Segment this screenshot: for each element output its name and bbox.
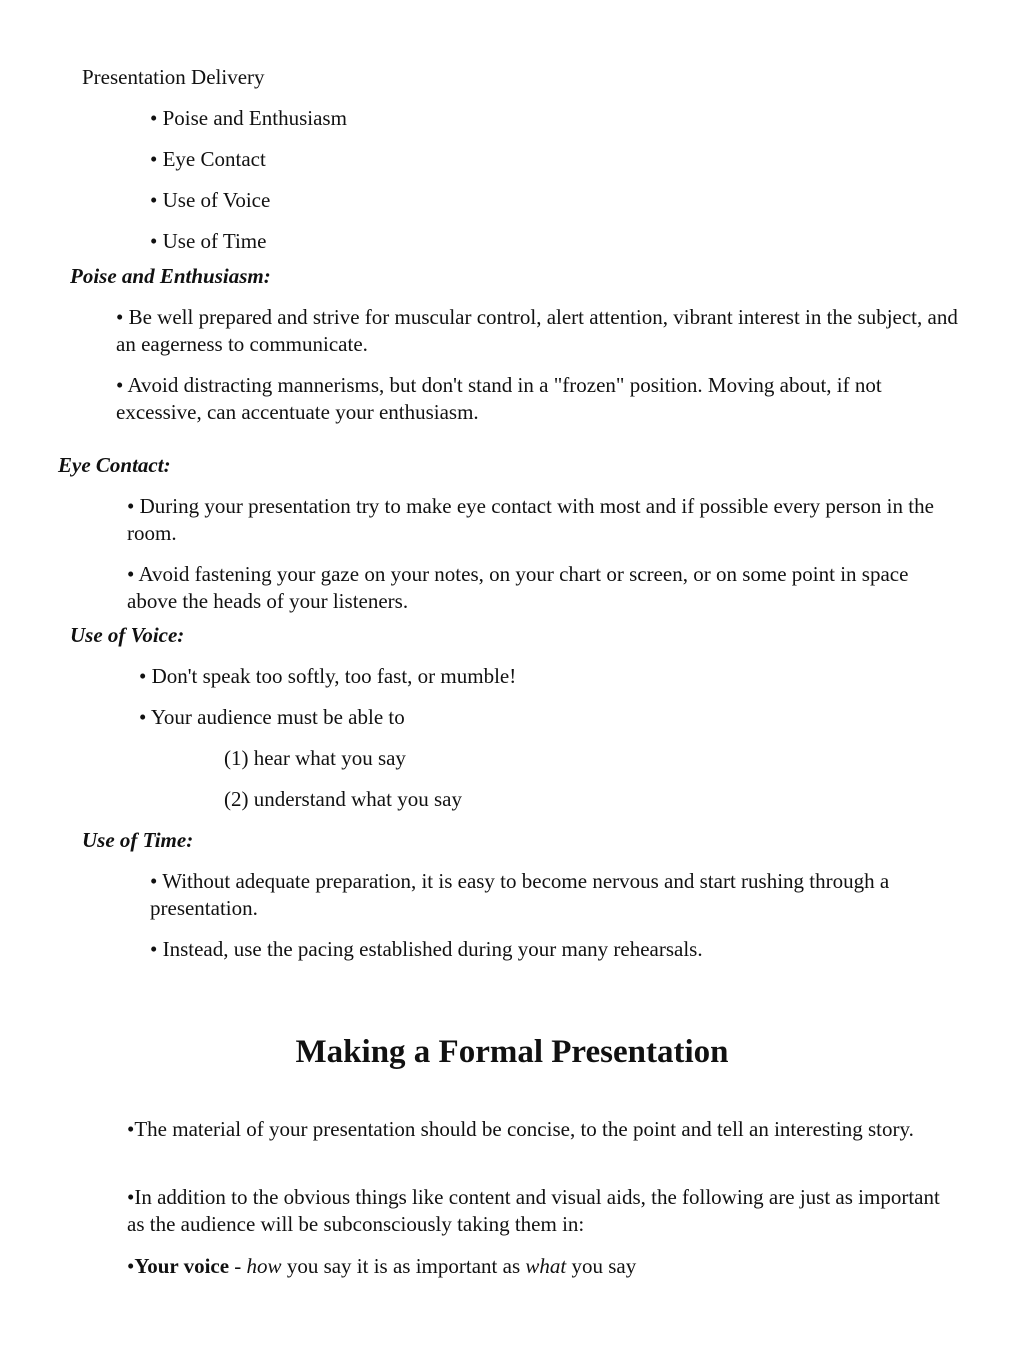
emphasis-how: how xyxy=(246,1254,282,1278)
emphasis-what: what xyxy=(525,1254,567,1278)
time-point-1: • Without adequate preparation, it is easy to become nervous and start rushing through a presentation. xyxy=(150,869,890,920)
formal-paragraph-1: •The material of your presentation should be concise, to the point and tell an interesting story. xyxy=(127,1117,914,1141)
voice-subpoint-1: (1) hear what you say xyxy=(224,746,406,770)
time-point-2: • Instead, use the pacing established during your many rehearsals. xyxy=(150,937,703,961)
sentence-middle: you say it is as important as xyxy=(281,1254,526,1278)
voice-point-2: • Your audience must be able to xyxy=(139,705,405,729)
outline-item-time: • Use of Time xyxy=(150,229,267,253)
outline-item-eye-contact: • Eye Contact xyxy=(150,147,266,171)
voice-heading: Use of Voice: xyxy=(70,623,185,647)
poise-point-2: • Avoid distracting mannerisms, but don't stand in a "frozen" position. Moving about, if not excessive, can accentuate your enthusiasm. xyxy=(116,373,882,424)
bullet: • xyxy=(127,1254,135,1278)
time-heading: Use of Time: xyxy=(82,828,194,852)
poise-point-1: • Be well prepared and strive for muscular control, alert attention, vibrant interest in the subject, and an eagerness to communicate. xyxy=(116,305,958,356)
formal-paragraph-2: •In addition to the obvious things like content and visual aids, the following are just as important as the audience will be subconsciously taking them in: xyxy=(127,1185,940,1236)
sentence-end: you say xyxy=(566,1254,637,1278)
eye-contact-point-1: • During your presentation try to make eye contact with most and if possible every person in the room. xyxy=(127,494,934,545)
outline-item-voice: • Use of Voice xyxy=(150,188,271,212)
separator: - xyxy=(229,1254,247,1278)
your-voice-label: Your voice xyxy=(134,1254,230,1278)
voice-subpoint-2: (2) understand what you say xyxy=(224,787,462,811)
eye-contact-heading: Eye Contact: xyxy=(58,453,171,477)
voice-point-1: • Don't speak too softly, too fast, or mumble! xyxy=(139,664,517,688)
formal-paragraph-3 xyxy=(127,1253,636,1280)
poise-heading: Poise and Enthusiasm: xyxy=(70,264,271,288)
section-title: Making a Formal Presentation xyxy=(295,1034,729,1070)
outline-item-poise: • Poise and Enthusiasm xyxy=(150,106,347,130)
outline-title: Presentation Delivery xyxy=(82,65,265,89)
eye-contact-point-2: • Avoid fastening your gaze on your notes, on your chart or screen, or on some point in space above the heads of your listeners. xyxy=(127,562,909,613)
